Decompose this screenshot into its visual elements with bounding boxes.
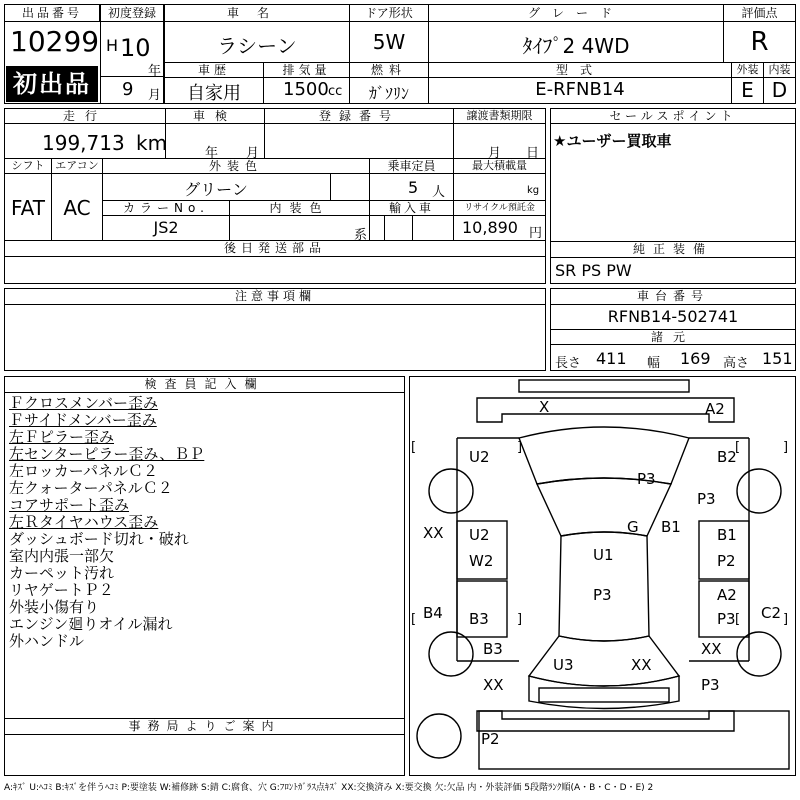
first-reg-label: 初度登録 [100, 4, 164, 22]
interior-score: D [771, 78, 788, 102]
diagram-bracket: [ [411, 440, 417, 455]
damage-label-b4-left: B4 [423, 604, 443, 622]
recycle-amount: 10,890 [462, 218, 518, 237]
diagram-bracket: ] [783, 440, 789, 455]
damage-label-u1-roof: U1 [593, 546, 614, 564]
displacement: 1500 [283, 79, 329, 100]
diagram-bracket: ] [783, 612, 789, 627]
height: 151 [762, 349, 793, 368]
dims-label: 諸元 [550, 329, 796, 345]
lot-number: 10299 [10, 25, 100, 58]
diagram-labels [409, 376, 796, 776]
inspector-note: 外ハンドル [9, 632, 85, 650]
damage-label-xx-left-tire: XX [423, 524, 444, 542]
fuel-label: 燃料 [349, 62, 429, 78]
car-name-label: 車名 [164, 4, 350, 22]
width: 169 [680, 349, 711, 368]
width-label: 幅 [647, 356, 661, 371]
import-label: 輸入車 [369, 200, 454, 216]
history: 自家用 [187, 83, 241, 104]
fuel: ｶﾞｿﾘﾝ [368, 84, 409, 103]
registration-cell [264, 123, 454, 159]
load-label: 最大積載量 [453, 158, 546, 174]
chassis-number: RFNB14-502741 [607, 307, 739, 326]
registration-label: 登録番号 [264, 108, 454, 124]
damage-label-w2-left-door: W2 [469, 552, 494, 570]
color-no: JS2 [153, 218, 179, 237]
first-listing-badge: 初出品 [6, 66, 98, 102]
grade-label: グレード [428, 4, 724, 22]
damage-label-p2-spare: P2 [481, 730, 500, 748]
damage-label-c2-right: C2 [761, 604, 782, 622]
first-reg-month-unit: 月 [148, 88, 162, 103]
office-cell [4, 734, 405, 776]
model: E-RFNB14 [535, 79, 625, 100]
score-label: 評価点 [723, 4, 796, 22]
doc-month-unit: 月 [488, 146, 502, 161]
inspector-note: 左クォーターパネルＣ２ [9, 479, 173, 497]
mileage: 199,713 [42, 131, 125, 155]
damage-label-g-windshield: G [627, 518, 639, 536]
first-reg-year: 10 [120, 34, 151, 62]
damage-label-b1-right-door: B1 [717, 526, 737, 544]
score: R [750, 27, 769, 57]
damage-label-p2-right-door: P2 [717, 552, 736, 570]
damage-label-p3-right-rear-door: P3 [717, 610, 736, 628]
color: グリーン [184, 180, 248, 199]
inspection-month-unit: 月 [246, 146, 260, 161]
diagram-bracket: ] [517, 612, 523, 627]
recycle-unit: 円 [529, 226, 543, 241]
diagram-bracket: [ [411, 612, 417, 627]
inspector-note: ダッシュボード切れ・破れ [9, 530, 189, 548]
sales-point-text: ★ユーザー買取車 [553, 132, 672, 150]
equipment: SR PS PW [555, 261, 632, 280]
mileage-label: 走行 [4, 108, 166, 124]
diagram-bracket: [ [735, 612, 741, 627]
inspector-note: 左Ｒタイヤハウス歪み [9, 513, 159, 531]
damage-label-b3-left-quarter: B3 [483, 640, 503, 658]
interior-color-unit: 系 [354, 228, 368, 243]
inspector-note: リヤゲートＰ２ [9, 581, 114, 599]
capacity-label: 乗車定員 [369, 158, 454, 174]
damage-label-xx-left-rear: XX [483, 676, 504, 694]
inspector-note: Ｆクロスメンバー歪み [9, 394, 158, 412]
displacement-unit: cc [328, 84, 343, 99]
first-reg-era: H [106, 36, 119, 55]
damage-label-x-front: X [539, 398, 550, 416]
caution-cell [4, 304, 546, 371]
doc-day-unit: 日 [526, 146, 540, 161]
shift-label: シフト [4, 158, 52, 174]
inspector-label: 検査員記入欄 [4, 376, 405, 393]
later-parts-cell [4, 256, 546, 284]
length-label: 長さ [555, 356, 582, 371]
damage-label-p3-hood: P3 [637, 470, 656, 488]
inspector-note: 左ロッカーパネルＣ２ [9, 462, 158, 480]
recycle-label: リサイクル預託金 [453, 200, 546, 216]
damage-label-xx-rear: XX [631, 656, 652, 674]
dims-cell [550, 344, 796, 371]
inspector-note: 室内内張一部欠 [9, 547, 115, 565]
color-divider [330, 173, 331, 201]
inspection-year-unit: 年 [205, 146, 219, 161]
damage-label-p3-right-front: P3 [697, 490, 716, 508]
ac-label: エアコン [51, 158, 103, 174]
inspector-notes [9, 395, 401, 650]
inspector-note: カーペット汚れ [9, 564, 115, 582]
damage-label-u2-left-front: U2 [469, 448, 490, 466]
sales-point-label: セールスポイント [550, 108, 796, 124]
doc-date-label: 譲渡書類期限 [453, 108, 546, 124]
inspector-note: Ｆサイドメンバー歪み [9, 411, 157, 429]
inspector-note: 外装小傷有り [9, 598, 100, 616]
inspector-note: コアサポート歪み [9, 496, 130, 514]
equipment-label: 純正装備 [550, 241, 796, 258]
lot-label: 出品番号 [4, 4, 100, 22]
damage-label-a2-front: A2 [705, 400, 725, 418]
load-unit: kg [527, 185, 540, 196]
capacity: 5 [408, 178, 419, 197]
import-divider-2 [412, 215, 413, 241]
color-no-label: カラーNo. [102, 200, 230, 216]
interior-color-label: 内装色 [229, 200, 370, 216]
office-label: 事務局よりご案内 [4, 718, 405, 735]
history-label: 車歴 [164, 62, 264, 78]
damage-label-a2-right-rear-door: A2 [717, 586, 737, 604]
damage-label-b2-right-front: B2 [717, 448, 737, 466]
mileage-unit: km [136, 131, 168, 155]
damage-label-b1-pillar: B1 [661, 518, 681, 536]
ac: AC [63, 196, 91, 220]
interior-color-cell [229, 215, 370, 241]
door-type: 5W [372, 30, 406, 54]
caution-label: 注意事項欄 [4, 288, 546, 305]
color-label: 外装色 [102, 158, 370, 174]
chassis-label: 車台番号 [550, 288, 796, 305]
inspector-note: 左センターピラー歪み、ＢＰ [9, 445, 205, 463]
damage-label-u3-rear: U3 [553, 656, 574, 674]
shift: FAT [10, 196, 45, 220]
damage-label-u2-left-door: U2 [469, 526, 490, 544]
inspector-note: エンジン廻りオイル漏れ [9, 615, 173, 633]
damage-label-xx-right-quarter: XX [701, 640, 722, 658]
import-divider-1 [384, 215, 385, 241]
later-parts-label: 後日発送部品 [4, 240, 546, 257]
displacement-label: 排気量 [263, 62, 350, 78]
inspection-label: 車検 [165, 108, 265, 124]
damage-label-p3-right-rear: P3 [701, 676, 720, 694]
first-reg-month: 9 [122, 79, 134, 100]
grade: ﾀｲﾌﾟ2 4WD [522, 34, 630, 58]
damage-label-b3-left-rear-door: B3 [469, 610, 489, 628]
first-reg-year-unit: 年 [148, 64, 162, 79]
legend: A:ｷｽﾞ U:ﾍｺﾐ B:ｷｽﾞを伴うﾍｺﾐ P:要塗装 W:補修跡 S:錆 C:腐食、穴 G:ﾌﾛﾝﾄｶﾞﾗｽ点ｷｽﾞ XX:交換済み X:要交換 欠:欠品 内・外装評価 5段階ﾗﾝｸ順(A・B・C・D・E) 2 [4, 783, 654, 793]
damage-label-p3-roof: P3 [593, 586, 612, 604]
length: 411 [596, 349, 627, 368]
interior-label: 内装 [763, 62, 796, 78]
model-label: 型式 [428, 62, 732, 78]
inspector-note: 左Ｆピラー歪み [9, 428, 115, 446]
door-label: ドア形状 [349, 4, 429, 22]
diagram-bracket: [ [735, 440, 741, 455]
exterior-label: 外装 [731, 62, 764, 78]
capacity-unit: 人 [432, 185, 446, 200]
height-label: 高さ [723, 356, 750, 371]
car-name: ラシーン [217, 34, 297, 58]
exterior-score: E [741, 78, 754, 102]
diagram-bracket: ] [517, 440, 523, 455]
